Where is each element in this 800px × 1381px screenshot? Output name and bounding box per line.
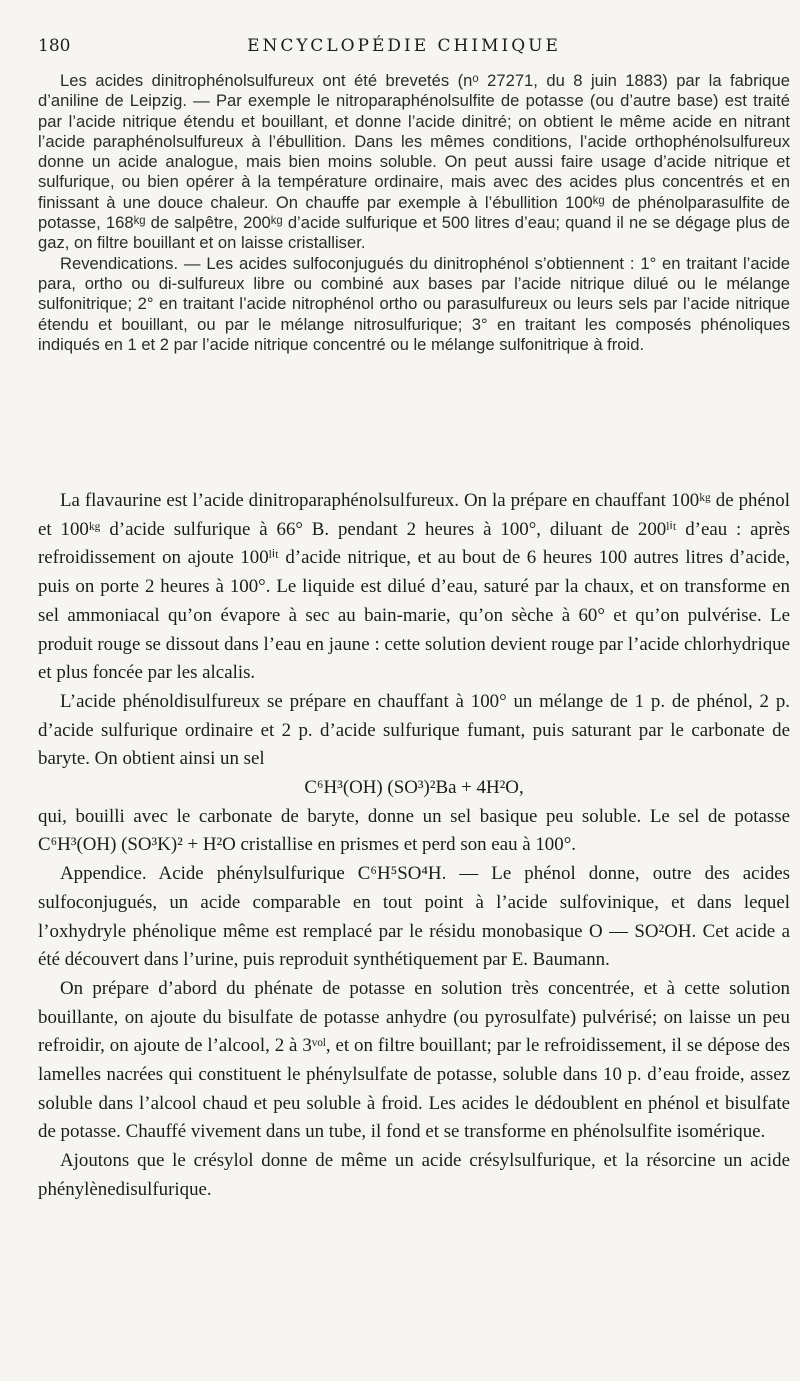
lower-section xyxy=(38,487,790,1205)
page-number: 180 xyxy=(38,36,71,56)
page-header xyxy=(38,36,770,66)
paragraph-flavaurine: La flavaurine est l’acide dinitroparaphénolsulfureux. On la prépare en chauffant 100ᵏᵍ de phénol et 100ᵏᵍ d’acide sulfurique à 66° B. pendant 2 heures à 100°, diluant de 200ˡⁱᵗ d’eau : après refroidissement on ajoute 100ˡⁱᵗ d’acide nitrique, et au bout de 6 heures 100 autres litres d’acide, puis on porte 2 heures à 100°. Le liquide est dilué d’eau, saturé par la chaux, et on transforme en sel ammoniacal qu’on évapore à sec au bain-marie, qu’on sèche à 60° et qu’on pulvérise. Le produit rouge se dissout dans l’eau en jaune : cette solution devient rouge par l’acide chlorhydrique et plus foncée par les alcalis. xyxy=(38,490,790,684)
formula-barium-salt: C⁶H³(OH) (SO³)²Ba + 4H²O, xyxy=(304,777,524,799)
running-title: ENCYCLOPÉDIE CHIMIQUE xyxy=(247,36,561,56)
paragraph-cresylol: Ajoutons que le crésylol donne de même un acide crésylsulfurique, et la résorcine un acide phénylènedisulfurique. xyxy=(38,1150,790,1200)
paragraph-basic-salt: qui, bouilli avec le carbonate de baryte, donne un sel basique peu soluble. Le sel de potasse C⁶H³(OH) (SO³K)² + H²O cristallise en prismes et perd son eau à 100°. xyxy=(38,805,790,856)
paragraph-phenoldisulfureux: L’acide phénoldisulfureux se prépare en chauffant à 100° un mélange de 1 p. de phénol, 2 p. d’acide sulfurique ordinaire et 2 p. d’acide sulfurique fumant, puis saturant par le carbonate de baryte. On obtient ainsi un sel xyxy=(38,690,790,770)
upper-section xyxy=(38,71,790,355)
paragraph-patent: Les acides dinitrophénolsulfureux ont été brevetés (nᵒ 27271, du 8 juin 1883) par la fabrique d’aniline de Leipzig. — Par exemple le nitroparaphénolsulfite de potasse (ou d’autre base) est traité par l’acide nitrique étendu et bouillant, et donne l’acide dinitré; on obtient le même acide en nitrant l’acide paraphénolsulfureux à l’ébullition. Dans les mêmes conditions, l’acide orthophénolsulfureux donne un acide analogue, mais bien moins soluble. On peut aussi faire usage d’acide nitrique et sulfurique, ou bien opérer à la température ordinaire, mais avec des acides plus concentrés et en finissant à une douce chaleur. On chauffe par exemple à l’ébullition 100ᵏᵍ de phénolparasulfite de potasse, 168ᵏᵍ de salpêtre, 200ᵏᵍ d’acide sulfurique et 500 litres d’eau; quand il ne se dégage plus de gaz, on filtre bouillant et on laisse cristalliser. xyxy=(38,71,790,253)
paragraph-appendice: Appendice. Acide phénylsulfurique C⁶H⁵SO⁴H. — Le phénol donne, outre des acides sulfoconjugués, un acide comparable en tout point à l’acide sulfovinique, et dans lequel l’oxhydryle phénolique même est remplacé par le résidu monobasique O — SO²OH. Cet acide a été découvert dans l’urine, puis reproduit synthétiquement par E. Baumann. xyxy=(38,863,790,971)
paragraph-preparation: On prépare d’abord du phénate de potasse en solution très concentrée, et à cette solution bouillante, on ajoute du bisulfate de potasse anhydre (ou pyrosulfate) pulvérisé; on laisse un peu refroidir, on ajoute de l’alcool, 2 à 3ᵛᵒˡ, et on filtre bouillant; par le refroidissement, il se dépose des lamelles nacrées qui constituent le phénylsulfate de potasse, soluble dans 10 p. d’eau froide, assez soluble dans l’alcool chaud et peu soluble à froid. Les acides le dédoublent en phénol et bisulfate de potasse. Chauffé vivement dans un tube, il fond et se transforme en phénolsulfite isomérique. xyxy=(38,977,790,1143)
paragraph-revendications: Revendications. — Les acides sulfoconjugués du dinitrophénol s’obtiennent : 1° en traitant l’acide para, ortho ou di-sulfureux libre ou combiné aux bases par l’acide nitrique dilué ou le mélange sulfonitrique; 2° en traitant l’acide nitrophénol ortho ou parasulfureux ou leurs sels par l’acide nitrique étendu et bouillant, ou par le mélange nitrosulfurique; 3° en traitant les composés phénoliques indiqués en 1 et 2 par l’acide nitrique concentré ou le mélange sulfonitrique à froid. xyxy=(38,253,790,354)
